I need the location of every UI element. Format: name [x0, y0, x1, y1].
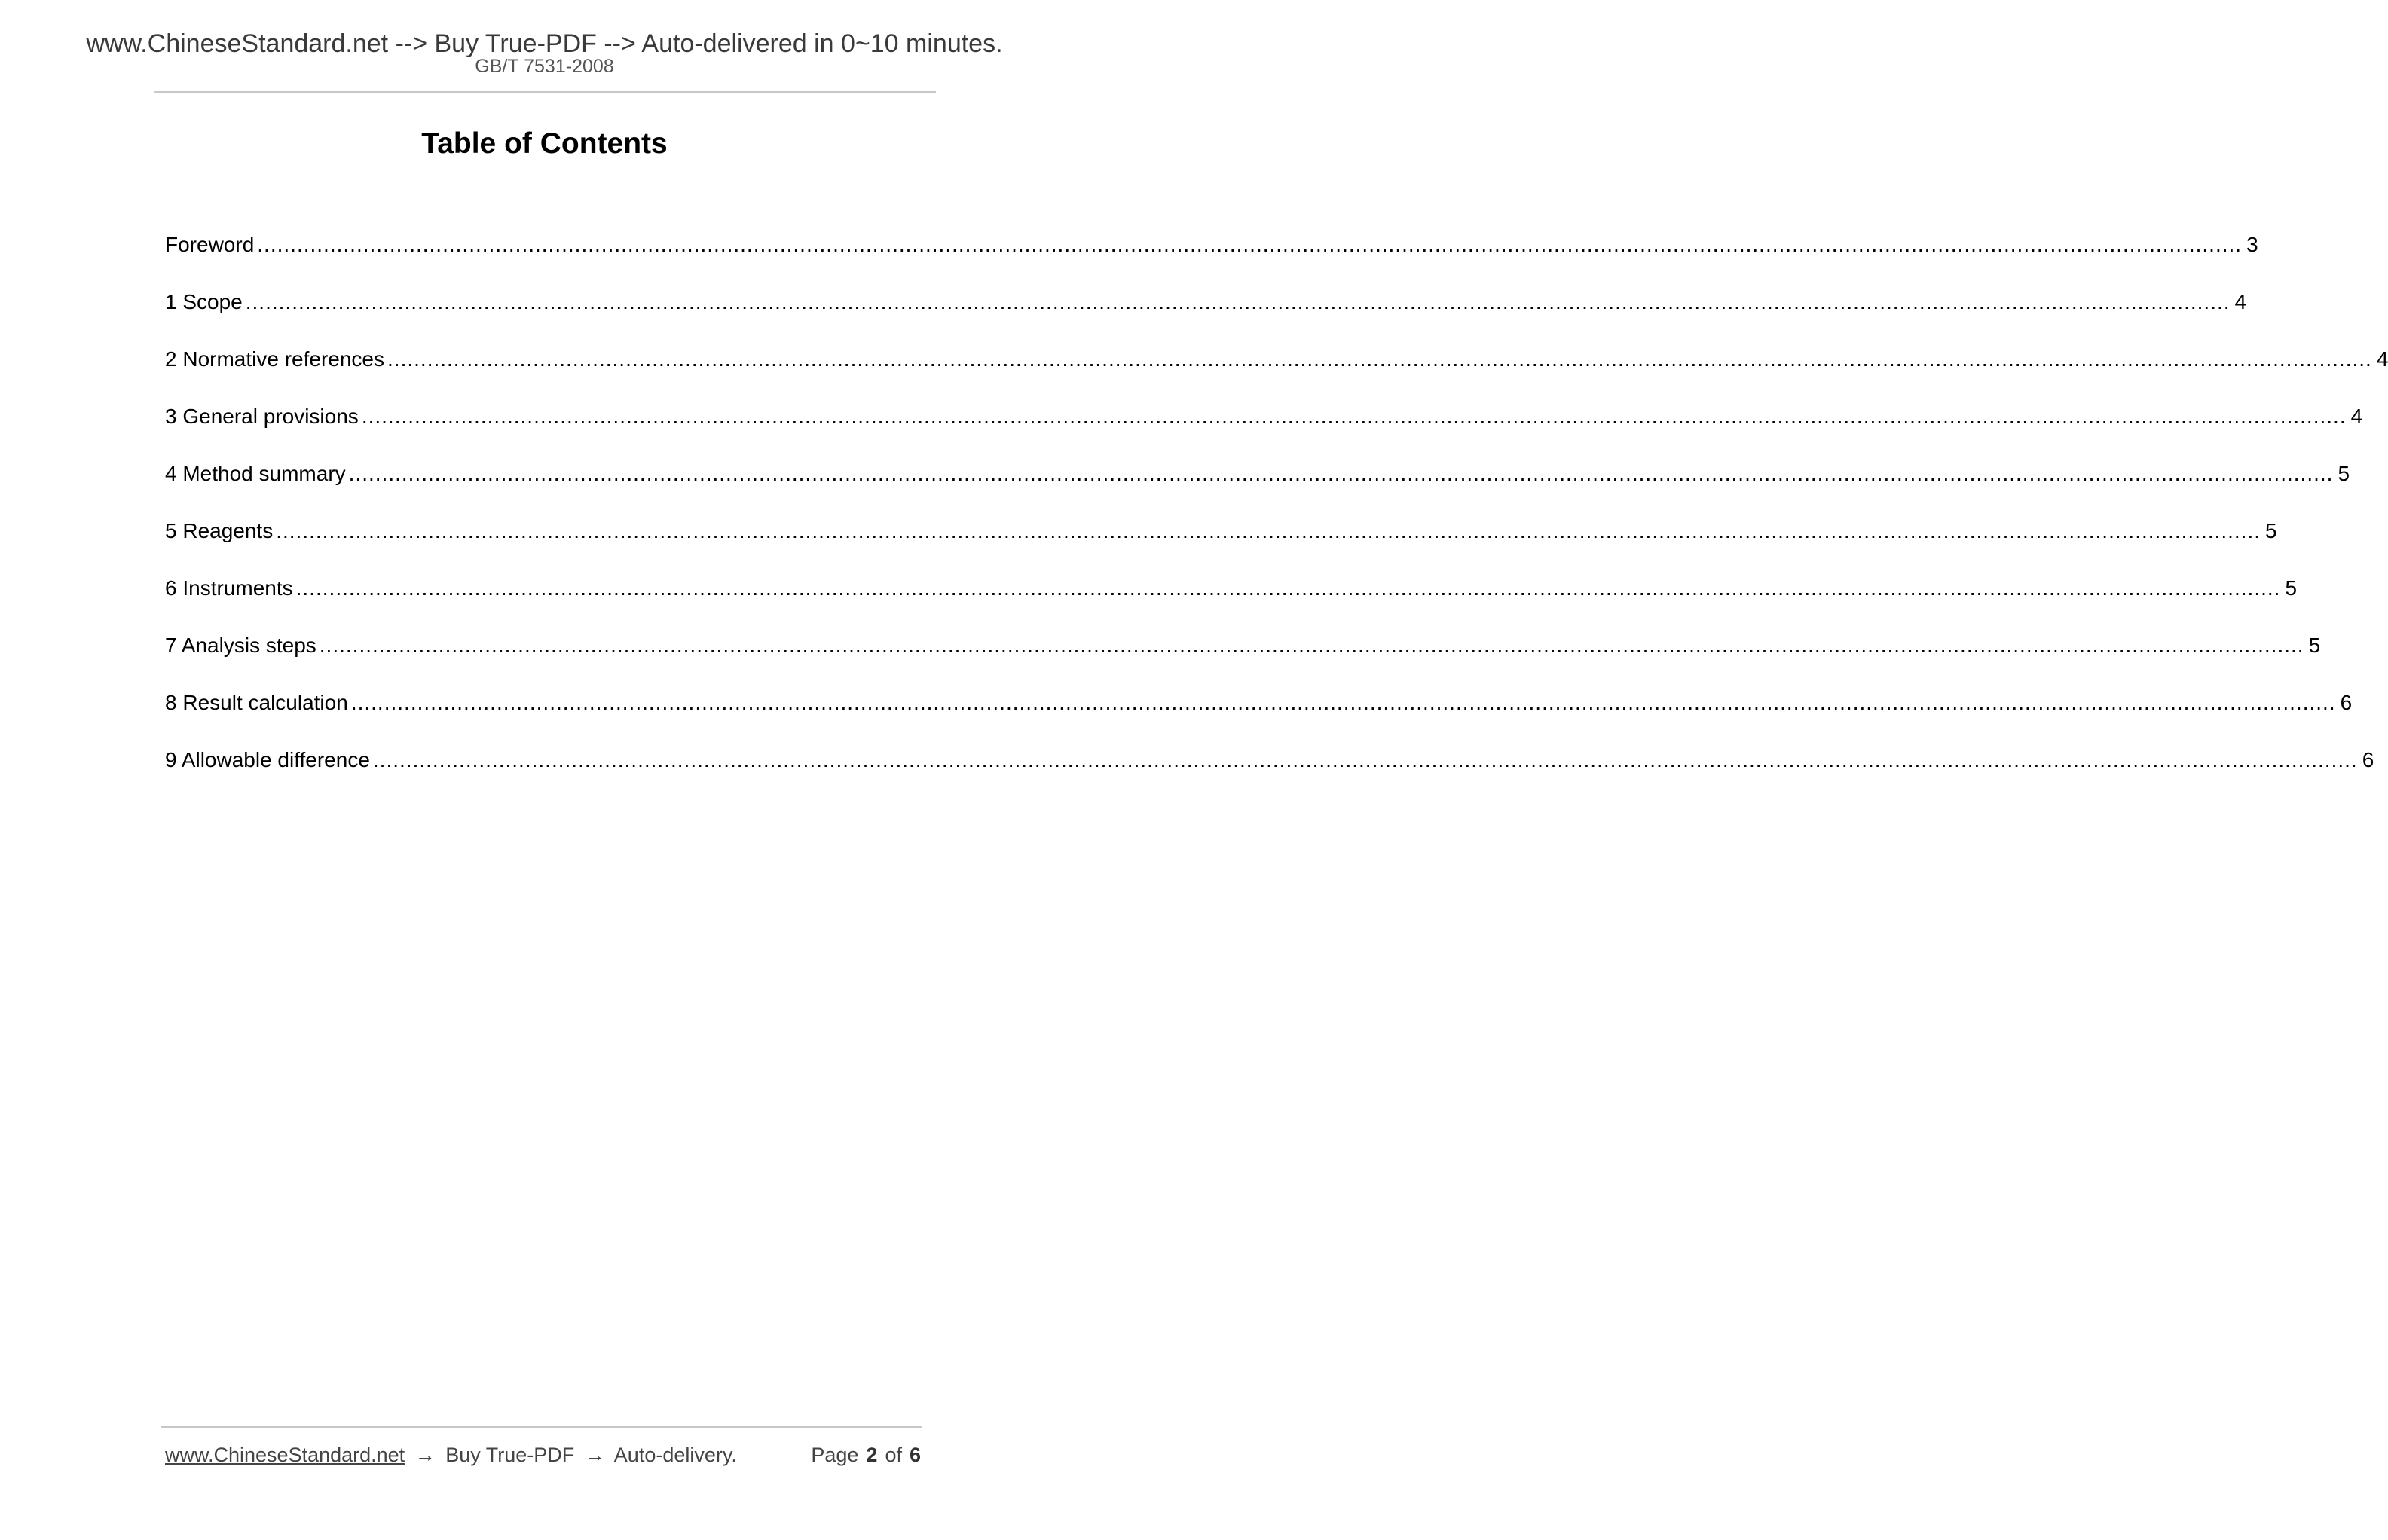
- dot-leader: ............................................................................................................................................................................................................................................................................................................: [372, 748, 2358, 772]
- arrow-right-icon: →: [584, 1444, 605, 1466]
- page-word: Page: [811, 1444, 859, 1466]
- toc-entry-label: 6 Instruments: [165, 576, 293, 600]
- toc-entry-label: 8 Result calculation: [165, 691, 348, 714]
- toc-entry-page: 5: [2308, 634, 2321, 657]
- toc-entry-analysis-steps[interactable]: [165, 617, 2321, 674]
- toc-entry-page: 4: [2376, 347, 2388, 371]
- dot-leader: ............................................................................................................................................................................................................................................................................................................: [319, 634, 2304, 657]
- toc-entry-page: 3: [2246, 233, 2258, 256]
- dot-leader: ............................................................................................................................................................................................................................................................................................................: [361, 405, 2347, 428]
- toc-entry-label: 9 Allowable difference: [165, 748, 370, 772]
- toc-entry-page: 6: [2362, 748, 2374, 772]
- header-divider: [154, 91, 936, 93]
- toc-entry-label: 2 Normative references: [165, 347, 385, 371]
- footer-promo: [165, 1443, 737, 1467]
- dot-leader: ............................................................................................................................................................................................................................................................................................................: [387, 347, 2372, 371]
- toc-entry-page: 6: [2340, 691, 2353, 714]
- footer-buy-text: Buy True-PDF: [445, 1444, 575, 1466]
- toc-title: Table of Contents: [421, 127, 668, 160]
- footer-divider: [161, 1426, 922, 1428]
- toc-entry-normative-references[interactable]: [165, 331, 2388, 388]
- toc-entry-page: 5: [2285, 576, 2298, 600]
- toc-list: [165, 216, 2388, 789]
- toc-entry-page: 5: [2265, 519, 2277, 542]
- of-word: of: [885, 1444, 902, 1466]
- toc-entry-label: 4 Method summary: [165, 462, 346, 485]
- toc-entry-foreword[interactable]: [165, 216, 2258, 273]
- toc-entry-method-summary[interactable]: [165, 445, 2350, 503]
- toc-entry-allowable-difference[interactable]: [165, 732, 2374, 789]
- toc-entry-page: 4: [2234, 290, 2247, 313]
- dot-leader: ............................................................................................................................................................................................................................................................................................................: [350, 691, 2336, 714]
- toc-entry-label: 7 Analysis steps: [165, 634, 316, 657]
- total-pages-number: 6: [909, 1444, 921, 1466]
- toc-entry-reagents[interactable]: [165, 503, 2277, 560]
- toc-entry-label: Foreword: [165, 233, 255, 256]
- toc-entry-page: 5: [2338, 462, 2350, 485]
- current-page-number: 2: [866, 1444, 878, 1466]
- dot-leader: ............................................................................................................................................................................................................................................................................................................: [348, 462, 2334, 485]
- dot-leader: ............................................................................................................................................................................................................................................................................................................: [295, 576, 2281, 600]
- toc-entry-label: 1 Scope: [165, 290, 243, 313]
- dot-leader: ............................................................................................................................................................................................................................................................................................................: [245, 290, 2231, 313]
- arrow-right-icon: →: [414, 1444, 436, 1466]
- toc-entry-general-provisions[interactable]: [165, 388, 2363, 445]
- toc-entry-scope[interactable]: [165, 273, 2247, 331]
- header-banner: www.ChineseStandard.net --> Buy True-PDF --> Auto-delivered in 0~10 minutes.: [86, 29, 1003, 58]
- footer-delivery-text: Auto-delivery.: [613, 1444, 737, 1466]
- dot-leader: ............................................................................................................................................................................................................................................................................................................: [257, 233, 2243, 256]
- standard-code: GB/T 7531-2008: [475, 56, 614, 77]
- page-indicator: [811, 1443, 921, 1467]
- footer-site-link[interactable]: www.ChineseStandard.net: [165, 1444, 405, 1466]
- toc-entry-page: 4: [2350, 405, 2363, 428]
- toc-entry-instruments[interactable]: [165, 560, 2298, 617]
- toc-entry-label: 3 General provisions: [165, 405, 359, 428]
- toc-entry-label: 5 Reagents: [165, 519, 274, 542]
- toc-entry-result-calculation[interactable]: [165, 674, 2353, 732]
- dot-leader: ............................................................................................................................................................................................................................................................................................................: [276, 519, 2261, 542]
